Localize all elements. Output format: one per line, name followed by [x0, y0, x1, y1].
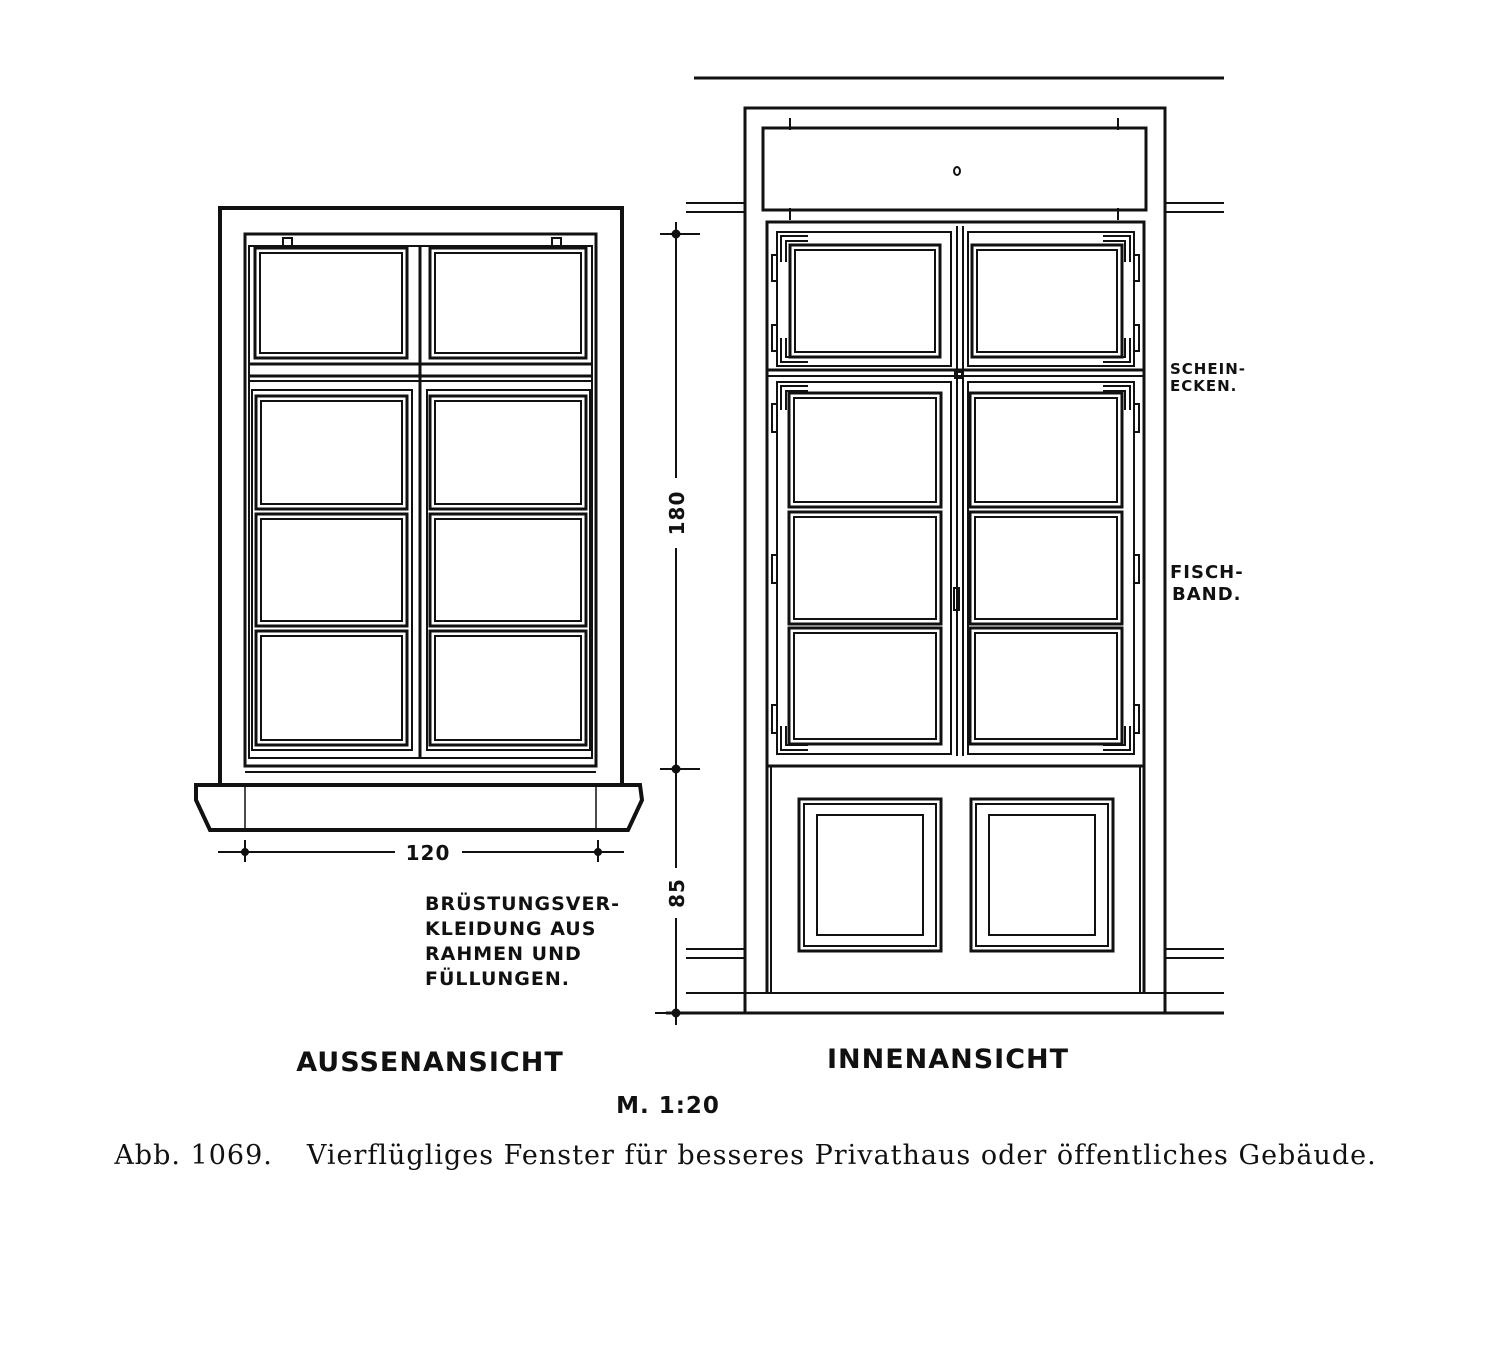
dimension-height-parapet-label: 85	[665, 878, 689, 908]
label-fischband-2: BAND.	[1172, 584, 1242, 605]
interior-window	[666, 78, 1224, 1013]
figure-number: Abb. 1069.	[114, 1140, 273, 1171]
label-scheinecken-2: ECKEN.	[1170, 377, 1238, 395]
dimension-height-window-label: 180	[665, 490, 689, 536]
label-exterior-view: AUSSENANSICHT	[296, 1047, 564, 1078]
label-bruestung-2: KLEIDUNG AUS	[425, 918, 597, 940]
label-bruestung-3: RAHMEN UND	[425, 943, 582, 965]
figure-caption-text: Vierflügliges Fenster für besseres Privathaus oder öffentliches Gebäude.	[306, 1140, 1377, 1171]
label-interior-view: INNENANSICHT	[826, 1044, 1070, 1075]
label-fischband-1: FISCH-	[1170, 562, 1244, 583]
label-bruestung-4: FÜLLUNGEN.	[425, 968, 570, 990]
dimension-width-label: 120	[405, 841, 451, 865]
label-scale: M. 1:20	[616, 1093, 720, 1119]
exterior-window	[196, 208, 642, 830]
label-scheinecken-1: SCHEIN-	[1170, 360, 1246, 378]
figure-caption	[0, 1140, 1491, 1171]
label-bruestung-1: BRÜSTUNGSVER-	[425, 893, 620, 915]
